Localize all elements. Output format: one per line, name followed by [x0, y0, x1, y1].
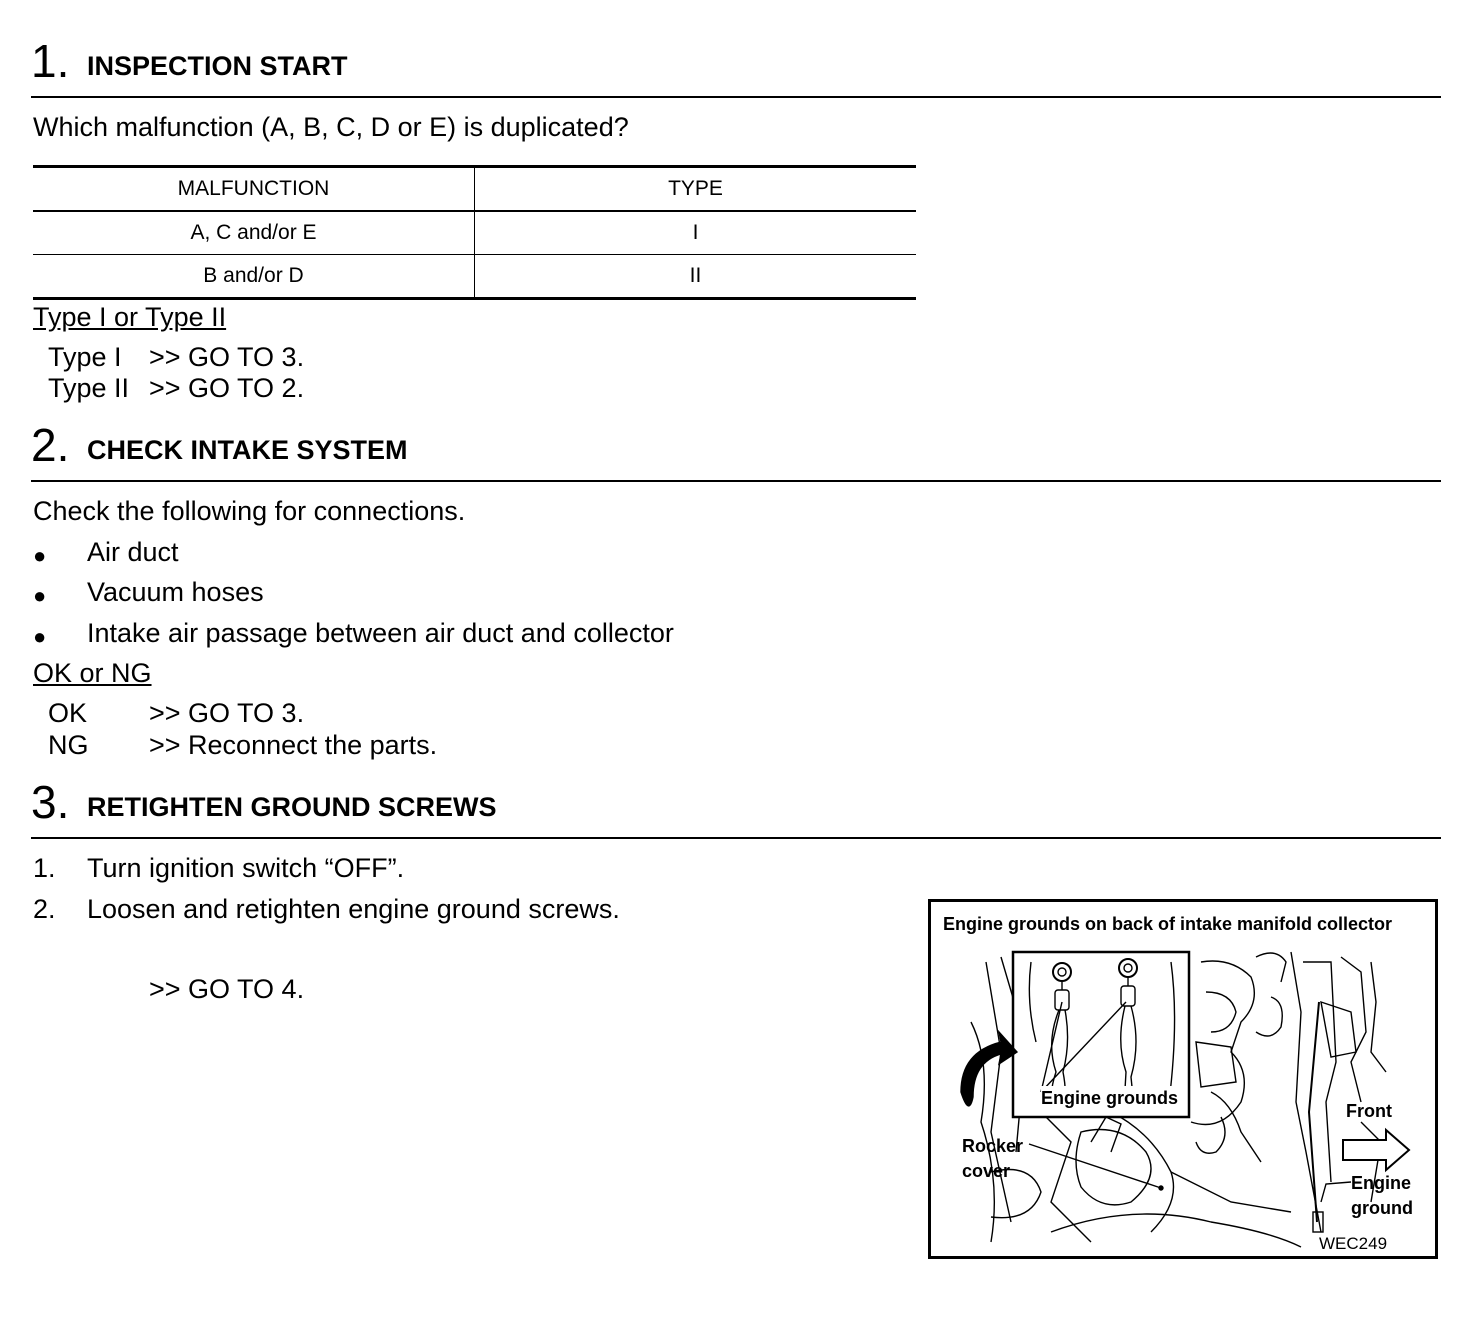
bullet-icon: ●: [33, 583, 47, 608]
step-2-title: CHECK INTAKE SYSTEM: [87, 435, 408, 465]
step-1-result-label: Type II: [48, 373, 130, 403]
step-3-title: RETIGHTEN GROUND SCREWS: [87, 792, 497, 822]
step-2-result-label: OK: [48, 698, 88, 728]
bullet-icon: ●: [33, 624, 47, 649]
step-1-result-heading: Type I or Type II: [33, 302, 227, 332]
procedure-step-number: 1.: [33, 853, 56, 883]
figure-title: Engine grounds on back of intake manifold collector: [943, 914, 1393, 934]
step-2-result-action[interactable]: >> Reconnect the parts.: [149, 730, 438, 760]
step-3-next-action[interactable]: >> GO TO 4.: [149, 974, 305, 1004]
table-cell-malfunction: A, C and/or E: [33, 211, 475, 255]
step-1-number: 1.: [31, 35, 70, 87]
bullet-item: Intake air passage between air duct and collector: [87, 618, 674, 648]
table-header-row: [33, 167, 916, 212]
label-engine-grounds: Engine grounds: [1041, 1086, 1178, 1111]
bullet-item: Vacuum hoses: [87, 577, 264, 607]
step-3-divider: [31, 837, 1441, 839]
table-cell-malfunction: B and/or D: [33, 255, 475, 299]
step-1-title: INSPECTION START: [87, 51, 348, 81]
label-rocker-cover-line1: Rocker: [962, 1136, 1024, 1156]
step-3-number: 3.: [31, 776, 70, 828]
label-front: Front: [1346, 1101, 1392, 1121]
step-2-result-label: NG: [48, 730, 89, 760]
figure-code: WEC249: [1319, 1234, 1388, 1253]
table-cell-type: II: [475, 255, 917, 299]
table-row: [33, 211, 916, 255]
malfunction-type-table: [33, 165, 916, 300]
label-rocker-cover-line2: cover: [962, 1161, 1011, 1181]
step-1-question: Which malfunction (A, B, C, D or E) is duplicated?: [33, 112, 629, 142]
label-engine-ground-line2: ground: [1351, 1198, 1413, 1218]
procedure-step-text: Loosen and retighten engine ground screws.: [87, 894, 620, 924]
bullet-icon: ●: [33, 543, 47, 568]
procedure-step-number: 2.: [33, 894, 56, 924]
table-row: [33, 255, 916, 299]
table-cell-type: I: [475, 211, 917, 255]
table-header-type: TYPE: [475, 167, 917, 212]
step-1-result-action[interactable]: >> GO TO 2.: [149, 373, 305, 403]
step-1-result-action[interactable]: >> GO TO 3.: [149, 342, 305, 372]
step-2-divider: [31, 480, 1441, 482]
label-engine-ground-line1: Engine: [1351, 1173, 1412, 1193]
table-header-malfunction: MALFUNCTION: [33, 167, 475, 212]
bullet-item: Air duct: [87, 537, 179, 567]
step-2-result-heading: OK or NG: [33, 658, 152, 688]
step-1-divider: [31, 96, 1441, 98]
step-2-result-action[interactable]: >> GO TO 3.: [149, 698, 305, 728]
engine-grounds-figure: [928, 899, 1438, 1259]
step-2-intro: Check the following for connections.: [33, 496, 466, 526]
step-1-result-label: Type I: [48, 342, 122, 372]
step-2-number: 2.: [31, 419, 70, 471]
procedure-step-text: Turn ignition switch “OFF”.: [87, 853, 405, 883]
